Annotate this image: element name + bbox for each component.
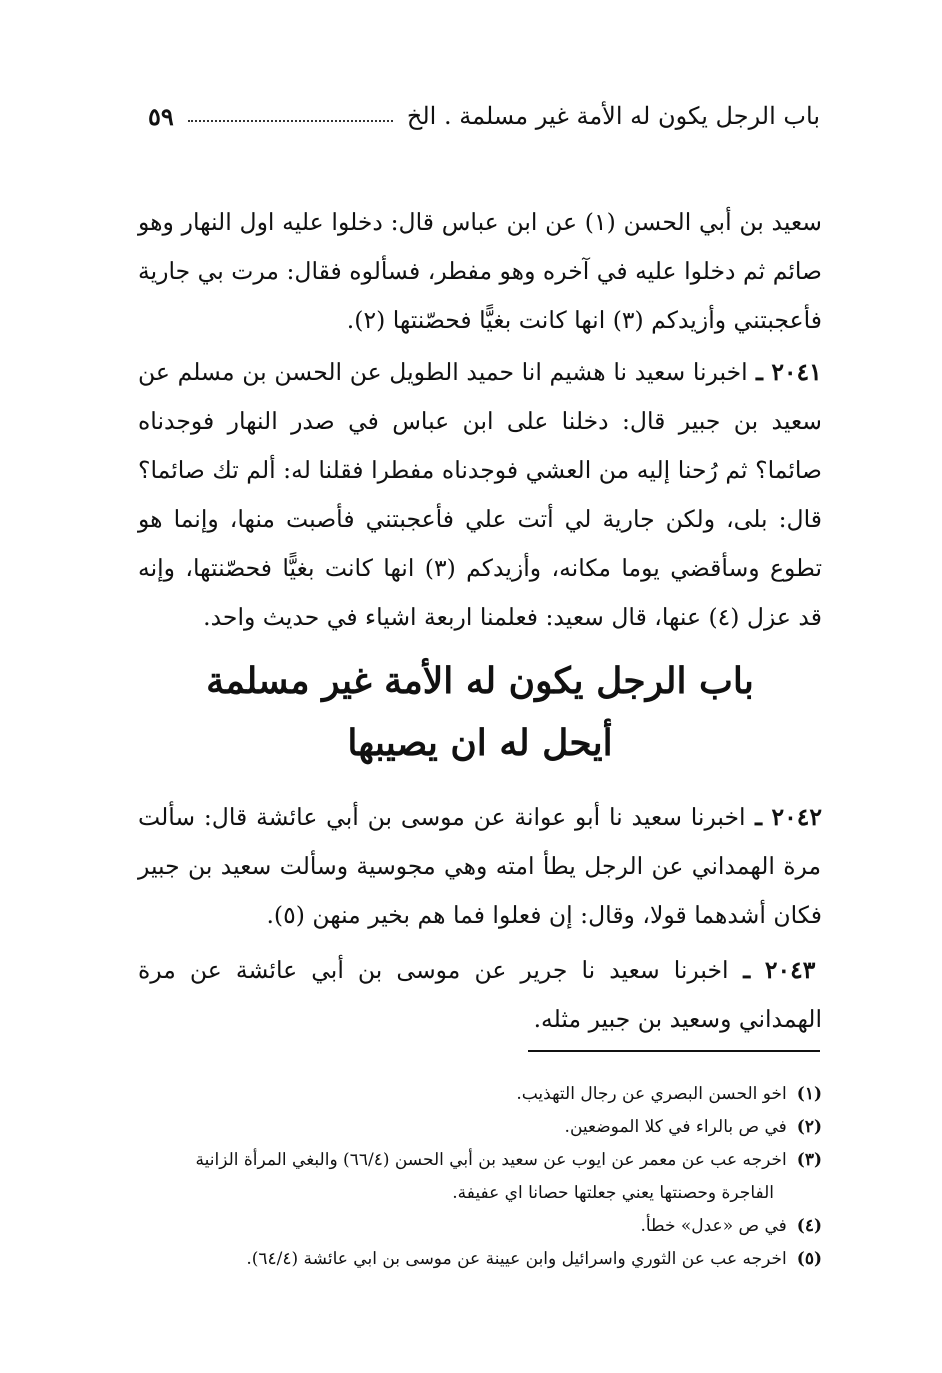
hadith-number: ٢٠٤٣ ـ — [728, 956, 816, 984]
footnote-5 — [138, 1243, 822, 1276]
text-line: يوما مكانه، وأزيدكم (٣) انها كانت بغيًّا فحصّنتها، وإنه قد عزل (٤) عنها، — [138, 554, 822, 631]
hadith-number: ٢٠٤١ ـ — [747, 358, 822, 386]
text-line: وأزيدكم (٣) انها كانت بغيًّا فحصّنتها (٢). — [346, 306, 727, 334]
footnote-separator — [528, 1050, 820, 1052]
header-dotted-leader — [188, 120, 393, 122]
hadith-2042 — [138, 793, 822, 940]
paragraph-continuation — [138, 198, 822, 345]
text-line: ولكن جارية لي أتت علي فأعجبتني فأصبت منها، وإنما هو تطوع وسأقضي — [138, 505, 822, 582]
footnote-number: (١) — [796, 1084, 822, 1104]
hadith-2043 — [138, 946, 822, 1044]
footnote-3 — [138, 1144, 822, 1177]
chapter-heading-line-1: باب الرجل يكون له الأمة غير مسلمة — [206, 660, 754, 702]
footnote-text: في ص بالراء في كلا الموضعين. — [564, 1117, 787, 1137]
text-line: اخبرنا سعيد نا جرير عن موسى بن أبي عائشة عن مرة — [138, 956, 729, 984]
text-line: سعيد بن أبي الحسن (١) عن ابن عباس قال: دخلوا عليه اول النهار وهو صائم — [138, 208, 822, 285]
footnote-1 — [138, 1078, 822, 1111]
text-line: رُحنا إليه من العشي فوجدناه مفطرا فقلنا له: ألم تك صائما؟ قال: بلى، — [138, 456, 822, 533]
footnotes — [138, 1078, 822, 1276]
running-header-title: باب الرجل يكون له الأمة غير مسلمة . الخ — [406, 102, 820, 130]
chapter-heading-line-2: أيحل له ان يصيبها — [347, 722, 613, 764]
footnote-text: الفاجرة وحصنتها يعني جعلتها حصانا اي عفيفة. — [452, 1183, 774, 1203]
footnote-4 — [138, 1210, 822, 1243]
footnote-number: (٢) — [796, 1117, 822, 1137]
text-line: الهمداني وسعيد بن جبير مثله. — [533, 1005, 822, 1033]
text-line: ثم دخلوا عليه في آخره وهو مفطر، فسألوه فقال: مرت بي جارية فأعجبتني — [138, 257, 822, 334]
footnote-number: (٣) — [796, 1150, 822, 1170]
text-line: سألت مرة الهمداني عن الرجل يطأ امته وهي مجوسية وسألت سعيد بن جبير — [138, 803, 822, 880]
hadith-2041 — [138, 348, 822, 642]
text-line: اخبرنا سعيد نا هشيم انا حميد الطويل عن الحسن بن مسلم عن — [138, 358, 748, 386]
footnote-number: (٥) — [796, 1249, 822, 1269]
footnote-text: اخو الحسن البصري عن رجال التهذيب. — [516, 1084, 787, 1104]
text-line: اخبرنا سعيد نا أبو عوانة عن موسى بن أبي عائشة قال: — [195, 803, 746, 831]
text-line: قال سعيد: فعلمنا اربعة اشياء في حديث واحد. — [203, 603, 647, 631]
footnote-3-continuation — [138, 1177, 822, 1210]
footnote-text: اخرجه عب عن معمر عن ايوب عن سعيد بن أبي الحسن (٦٦/٤) والبغي المرأة الزانية — [195, 1150, 787, 1170]
running-header — [148, 92, 820, 140]
hadith-number: ٢٠٤٢ ـ — [745, 803, 823, 831]
footnote-text: اخرجه عب عن الثوري واسرائيل وابن عيينة عن موسى بن ابي عائشة (٦٤/٤). — [246, 1249, 787, 1269]
chapter-heading — [138, 650, 822, 774]
footnote-text: في ص «عدل» خطأ. — [640, 1216, 787, 1236]
page-number: ٥٩ — [148, 101, 174, 131]
text-line: سعيد بن جبير قال: دخلنا على ابن عباس في صدر النهار فوجدناه صائما؟ ثم — [138, 407, 822, 484]
footnote-number: (٤) — [796, 1216, 822, 1236]
footnote-2 — [138, 1111, 822, 1144]
text-line: فكان أشدهما قولا، وقال: إن فعلوا فما هم بخير منهن (٥). — [266, 901, 822, 929]
